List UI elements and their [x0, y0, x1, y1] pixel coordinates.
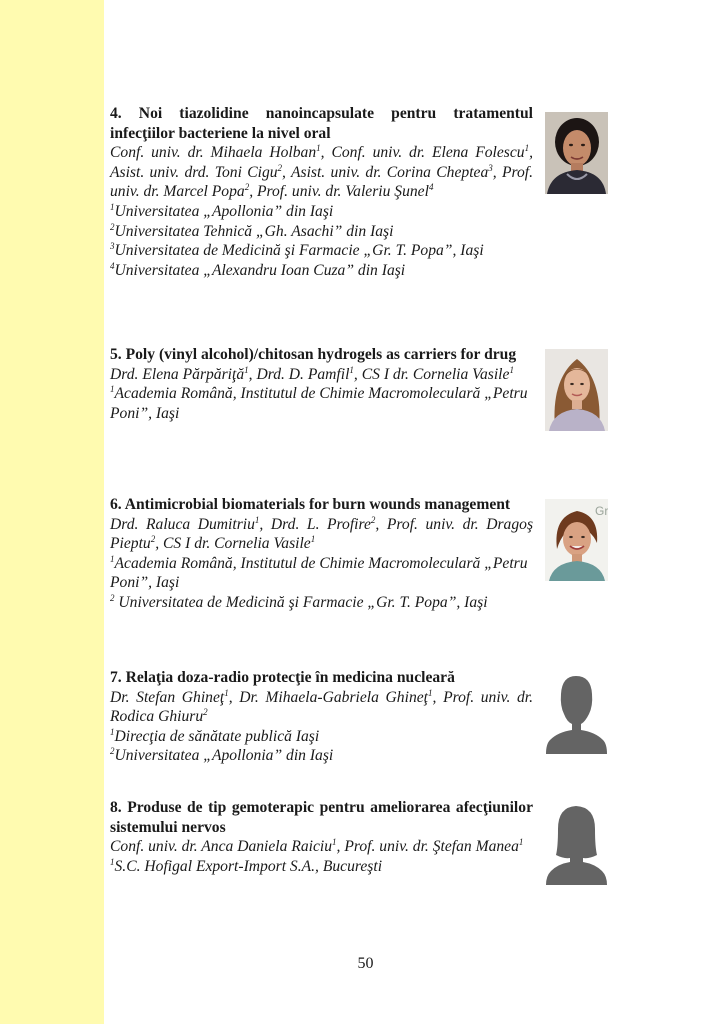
- affiliation: [110, 222, 533, 242]
- author-sep: ,: [282, 163, 291, 181]
- author-name: Asist. univ. drd. Toni Cigu: [110, 163, 278, 181]
- woman-dark-hair-portrait: [545, 112, 608, 194]
- author-sup: 1: [518, 837, 524, 848]
- author-sup: 1: [254, 514, 260, 525]
- author-sup: 1: [524, 143, 530, 154]
- entry-authors: [110, 515, 533, 554]
- male-silhouette-placeholder: [545, 672, 608, 754]
- affiliation-sup: 1: [110, 384, 115, 395]
- author-sup: 1: [316, 143, 321, 154]
- author-sup: 1: [349, 364, 354, 375]
- affiliation-text: S.C. Hofigal Export-Import S.A., Bucureşti: [114, 857, 383, 875]
- affiliation: [110, 384, 533, 423]
- author-sup: 2: [370, 514, 376, 525]
- affiliation: [110, 746, 533, 766]
- author-sep: ,: [432, 688, 444, 706]
- affiliation-sup: 1: [110, 856, 115, 867]
- entry-title: 5. Poly (vinyl alcohol)/chitosan hydrogels as carriers for drug: [110, 346, 517, 363]
- entry-title: 6. Antimicrobial biomaterials for burn wounds management: [110, 496, 511, 513]
- affiliation-text: Universitatea Tehnică „Gh. Asachi” din Iaşi: [114, 222, 394, 240]
- entry-title: 7. Relaţia doza-radio protecţie în medicina nucleară: [110, 669, 455, 686]
- affiliation: [110, 261, 533, 281]
- author-sup: 2: [203, 707, 208, 718]
- author-sup: 1: [332, 837, 337, 848]
- author-sep: ,: [336, 838, 345, 856]
- author-sup: 1: [428, 687, 433, 698]
- woman-smiling-portrait: [545, 499, 608, 581]
- affiliation-text: Academia Română, Institutul de Chimie Macromoleculară „Petru Poni”, Iaşi: [110, 554, 528, 592]
- author-sup: 1: [244, 364, 249, 375]
- abstract-entry-6: [110, 495, 533, 613]
- author-name: Prof. univ. dr. Rodica Ghiuru: [110, 688, 534, 726]
- author-name: Conf. univ. dr. Elena Folescu: [331, 144, 525, 162]
- abstract-entry-4: [110, 104, 533, 280]
- affiliation-sup: 3: [110, 241, 115, 252]
- author-sep: ,: [375, 515, 387, 533]
- entry-title: 4. Noi tiazolidine nanoincapsulate pentru tratamentul infecţiilor bacteriene la nivel oral: [110, 105, 533, 142]
- author-photo: [545, 349, 608, 431]
- author-name: Dr. Mihaela-Gabriela Ghineţ: [239, 688, 428, 706]
- author-sep: ,: [155, 535, 164, 553]
- abstract-entry-8: [110, 798, 533, 876]
- author-sep: ,: [492, 163, 502, 181]
- svg-text:Gr: Gr: [595, 504, 608, 518]
- author-name: Conf. univ. dr. Mihaela Holban: [110, 144, 317, 162]
- author-name: Conf. univ. dr. Anca Daniela Raiciu: [110, 838, 333, 856]
- affiliation-text: Universitatea „Alexandru Ioan Cuza” din Iaşi: [114, 261, 406, 279]
- abstract-entry-7: [110, 668, 533, 766]
- author-sep: ,: [353, 365, 362, 383]
- author-photo: [545, 803, 608, 885]
- affiliation-sup: 1: [110, 201, 115, 212]
- affiliation-text: Academia Română, Institutul de Chimie Macromoleculară „Petru Poni”, Iaşi: [110, 385, 528, 422]
- page-number: 50: [357, 955, 374, 972]
- affiliation-sup: 2: [110, 592, 115, 603]
- author-sep: ,: [320, 144, 332, 162]
- affiliation-text: Universitatea „Apollonia” din Iaşi: [114, 202, 334, 220]
- affiliation-text: Universitatea „Apollonia” din Iaşi: [114, 747, 334, 765]
- author-name: Asist. univ. dr. Corina Cheptea: [290, 163, 489, 181]
- affiliation: [110, 202, 533, 222]
- affiliation-sup: 2: [110, 746, 115, 757]
- author-sep: ,: [529, 144, 533, 162]
- author-photo: [545, 499, 608, 581]
- author-name: Drd. D. Pamfil: [256, 365, 350, 383]
- female-silhouette-placeholder: [545, 803, 608, 885]
- entry-title: 8. Produse de tip gemoterapic pentru ameliorarea afecţiunilor sistemului nervos: [110, 799, 533, 836]
- entry-authors: [110, 143, 533, 202]
- author-sup: 2: [277, 162, 283, 173]
- affiliation: [110, 857, 533, 877]
- affiliation-text: Direcţia de sănătate publică Iaşi: [114, 727, 320, 745]
- author-sup: 4: [428, 182, 434, 193]
- author-name: Prof. univ. dr. Valeriu Şunel: [256, 183, 429, 201]
- author-name: Drd. L. Profire: [270, 515, 371, 533]
- affiliation: [110, 241, 533, 261]
- author-sep: ,: [249, 183, 257, 201]
- affiliation: [110, 554, 533, 593]
- affiliation: [110, 593, 533, 613]
- author-photo: [545, 672, 608, 754]
- author-name: Prof. univ. dr. Dragoş Pieptu: [110, 515, 534, 553]
- author-photo: [545, 112, 608, 194]
- affiliation: [110, 727, 533, 747]
- author-sup: 1: [224, 687, 229, 698]
- author-sup: 1: [509, 364, 514, 375]
- affiliation-text: Universitatea de Medicină şi Farmacie „Gr. T. Popa”, Iaşi: [114, 242, 484, 260]
- affiliation-sup: 4: [110, 260, 115, 271]
- author-sup: 1: [310, 534, 316, 545]
- affiliation-text: Universitatea de Medicină şi Farmacie „Gr. T. Popa”, Iaşi: [114, 593, 488, 611]
- author-name: Prof. univ. dr. Ştefan Manea: [344, 838, 519, 856]
- entry-authors: [110, 837, 533, 857]
- author-sep: ,: [259, 515, 271, 533]
- affiliation-sup: 1: [110, 553, 115, 564]
- woman-long-brown-hair-portrait: [545, 349, 608, 431]
- affiliation-sup: 2: [110, 221, 115, 232]
- author-sep: ,: [248, 365, 257, 383]
- author-name: Drd. Raluca Dumitriu: [110, 515, 255, 533]
- entry-authors: [110, 688, 533, 727]
- author-sup: 2: [150, 534, 156, 545]
- author-name: Drd. Elena Părpăriţă: [110, 365, 245, 383]
- author-name: Dr. Stefan Ghineţ: [110, 688, 225, 706]
- author-name: Prof. univ. dr. Marcel Popa: [110, 163, 534, 201]
- author-sup: 3: [488, 162, 493, 173]
- abstract-entry-5: [110, 345, 533, 423]
- affiliation-sup: 1: [110, 726, 115, 737]
- side-color-band: [0, 0, 104, 1024]
- author-sep: ,: [228, 688, 240, 706]
- entry-authors: [110, 365, 533, 385]
- author-name: CS I dr. Cornelia Vasile: [163, 535, 311, 553]
- author-name: CS I dr. Cornelia Vasile: [361, 365, 510, 383]
- author-sup: 2: [244, 182, 250, 193]
